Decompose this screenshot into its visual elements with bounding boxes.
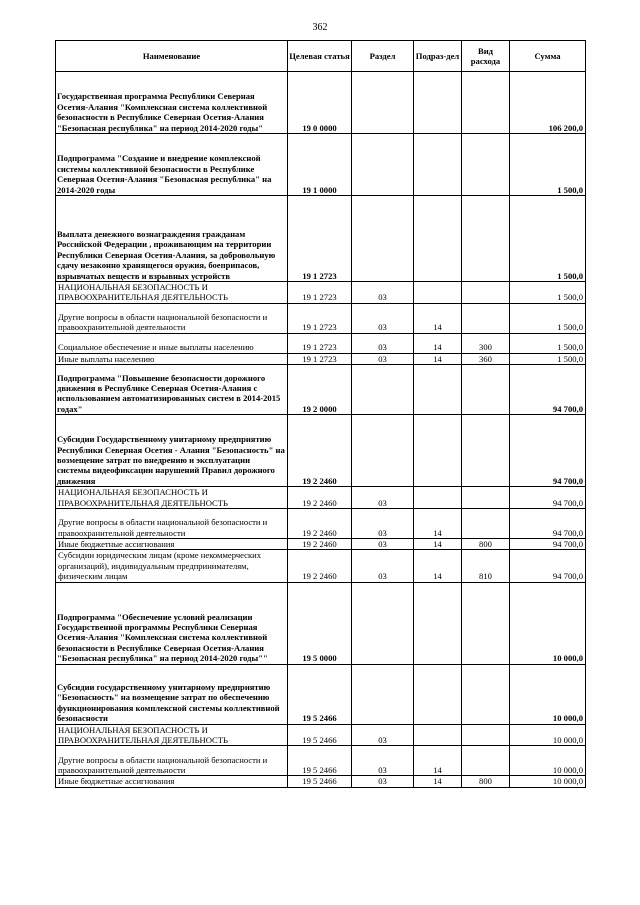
cell-name: Другие вопросы в области национальной безопасности и правоохранительной деятельности xyxy=(56,303,288,333)
cell-name: Субсидии Государственному унитарному предприятию Республики Северная Осетия - Алания "Безопасность" на возмещение затрат по внедрению и эксплуатации системы видеофиксации нарушений Правил дорожного движения xyxy=(56,415,288,487)
cell-subsection: 14 xyxy=(414,550,462,582)
cell-name: Иные выплаты населению xyxy=(56,353,288,364)
table-row xyxy=(56,134,586,196)
cell-subsection: 14 xyxy=(414,776,462,787)
cell-amount: 1 500,0 xyxy=(510,196,586,282)
cell-subsection: 14 xyxy=(414,746,462,776)
cell-subsection: 14 xyxy=(414,333,462,353)
cell-article: 19 1 2723 xyxy=(288,196,352,282)
cell-section xyxy=(352,72,414,134)
cell-section: 03 xyxy=(352,282,414,304)
cell-section xyxy=(352,415,414,487)
header-article: Целевая статья xyxy=(288,41,352,72)
cell-amount: 94 700,0 xyxy=(510,509,586,539)
cell-section: 03 xyxy=(352,509,414,539)
cell-expense-type xyxy=(462,724,510,746)
cell-expense-type xyxy=(462,664,510,724)
cell-subsection xyxy=(414,415,462,487)
cell-subsection xyxy=(414,365,462,415)
cell-article: 19 5 2466 xyxy=(288,776,352,787)
cell-article: 19 1 0000 xyxy=(288,134,352,196)
header-section: Раздел xyxy=(352,41,414,72)
cell-amount: 94 700,0 xyxy=(510,539,586,550)
table-row xyxy=(56,487,586,509)
cell-expense-type xyxy=(462,487,510,509)
header-name: Наименование xyxy=(56,41,288,72)
cell-article: 19 5 2466 xyxy=(288,724,352,746)
table-row xyxy=(56,353,586,364)
table-body xyxy=(56,72,586,788)
cell-name: Другие вопросы в области национальной безопасности и правоохранительной деятельности xyxy=(56,746,288,776)
cell-section: 03 xyxy=(352,746,414,776)
cell-amount: 94 700,0 xyxy=(510,415,586,487)
cell-article: 19 5 2466 xyxy=(288,664,352,724)
budget-table xyxy=(55,40,586,788)
cell-expense-type: 300 xyxy=(462,333,510,353)
cell-section: 03 xyxy=(352,353,414,364)
cell-subsection xyxy=(414,134,462,196)
cell-section xyxy=(352,365,414,415)
cell-article: 19 1 2723 xyxy=(288,333,352,353)
cell-article: 19 2 2460 xyxy=(288,550,352,582)
cell-name: Субсидии юридическим лицам (кроме некоммерческих организаций), индивидуальным предпринимателям, физическим лицам xyxy=(56,550,288,582)
cell-subsection: 14 xyxy=(414,509,462,539)
cell-amount: 1 500,0 xyxy=(510,353,586,364)
table-row xyxy=(56,664,586,724)
cell-section xyxy=(352,582,414,664)
cell-name: НАЦИОНАЛЬНАЯ БЕЗОПАСНОСТЬ И ПРАВООХРАНИТЕЛЬНАЯ ДЕЯТЕЛЬНОСТЬ xyxy=(56,487,288,509)
cell-subsection xyxy=(414,196,462,282)
cell-name: Подпрограмма "Создание и внедрение комплексной системы коллективной безопасности в Республике Северная Осетия-Алания "Безопасная республика" на 2014-2020 годы xyxy=(56,134,288,196)
table-header-row xyxy=(56,41,586,72)
cell-subsection: 14 xyxy=(414,539,462,550)
cell-expense-type xyxy=(462,746,510,776)
cell-subsection xyxy=(414,72,462,134)
cell-subsection xyxy=(414,664,462,724)
cell-section: 03 xyxy=(352,539,414,550)
cell-expense-type xyxy=(462,282,510,304)
cell-subsection xyxy=(414,582,462,664)
cell-name: Иные бюджетные ассигнования xyxy=(56,539,288,550)
cell-name: НАЦИОНАЛЬНАЯ БЕЗОПАСНОСТЬ И ПРАВООХРАНИТЕЛЬНАЯ ДЕЯТЕЛЬНОСТЬ xyxy=(56,282,288,304)
cell-amount: 1 500,0 xyxy=(510,333,586,353)
cell-name: Государственная программа Республики Северная Осетия-Алания "Комплексная система коллективной безопасности в Республике Северная Осетия-Алания "Безопасная республика" на период 2014-2020 годы" xyxy=(56,72,288,134)
cell-amount: 10 000,0 xyxy=(510,664,586,724)
table-row xyxy=(56,746,586,776)
cell-section: 03 xyxy=(352,333,414,353)
cell-article: 19 1 2723 xyxy=(288,282,352,304)
cell-expense-type xyxy=(462,509,510,539)
cell-article: 19 2 2460 xyxy=(288,509,352,539)
cell-expense-type xyxy=(462,365,510,415)
cell-name: Другие вопросы в области национальной безопасности и правоохранительной деятельности xyxy=(56,509,288,539)
table-row xyxy=(56,196,586,282)
table-row xyxy=(56,550,586,582)
cell-expense-type xyxy=(462,582,510,664)
cell-amount: 94 700,0 xyxy=(510,365,586,415)
table-row xyxy=(56,333,586,353)
cell-article: 19 0 0000 xyxy=(288,72,352,134)
cell-amount: 10 000,0 xyxy=(510,776,586,787)
cell-name: Подпрограмма "Обеспечение условий реализации Государственной программы Республики Северная Осетия-Алания "Комплексная система коллективной безопасности в Республике Северная Осетия-Алания "Безопасная республика" на период 2014-2020 годы"" xyxy=(56,582,288,664)
header-subsection: Подраз-дел xyxy=(414,41,462,72)
cell-article: 19 5 0000 xyxy=(288,582,352,664)
cell-amount: 10 000,0 xyxy=(510,724,586,746)
cell-section: 03 xyxy=(352,487,414,509)
cell-article: 19 2 0000 xyxy=(288,365,352,415)
cell-name: Подпрограмма "Повышение безопасности дорожного движения в Республике Северная Осетия-Алания с использованием автоматизированных систем в 2014-2015 годах" xyxy=(56,365,288,415)
cell-article: 19 5 2466 xyxy=(288,746,352,776)
cell-name: Социальное обеспечение и иные выплаты населению xyxy=(56,333,288,353)
cell-expense-type: 800 xyxy=(462,776,510,787)
cell-name: Иные бюджетные ассигнования xyxy=(56,776,288,787)
cell-article: 19 1 2723 xyxy=(288,353,352,364)
table-row xyxy=(56,282,586,304)
cell-expense-type: 810 xyxy=(462,550,510,582)
table-row xyxy=(56,509,586,539)
table-row xyxy=(56,582,586,664)
page-number: 362 xyxy=(312,22,328,33)
cell-subsection: 14 xyxy=(414,303,462,333)
cell-amount: 1 500,0 xyxy=(510,303,586,333)
table-row xyxy=(56,72,586,134)
cell-amount: 94 700,0 xyxy=(510,550,586,582)
cell-section xyxy=(352,196,414,282)
table-row xyxy=(56,539,586,550)
cell-section xyxy=(352,664,414,724)
table-row xyxy=(56,365,586,415)
cell-subsection: 14 xyxy=(414,353,462,364)
cell-expense-type xyxy=(462,72,510,134)
cell-section xyxy=(352,134,414,196)
cell-name: НАЦИОНАЛЬНАЯ БЕЗОПАСНОСТЬ И ПРАВООХРАНИТЕЛЬНАЯ ДЕЯТЕЛЬНОСТЬ xyxy=(56,724,288,746)
header-amount: Сумма xyxy=(510,41,586,72)
cell-amount: 1 500,0 xyxy=(510,134,586,196)
cell-amount: 10 000,0 xyxy=(510,746,586,776)
cell-section: 03 xyxy=(352,550,414,582)
cell-subsection xyxy=(414,724,462,746)
cell-section: 03 xyxy=(352,724,414,746)
cell-amount: 1 500,0 xyxy=(510,282,586,304)
cell-article: 19 2 2460 xyxy=(288,487,352,509)
cell-expense-type xyxy=(462,303,510,333)
cell-expense-type xyxy=(462,134,510,196)
cell-expense-type: 800 xyxy=(462,539,510,550)
cell-name: Выплата денежного вознаграждения гражданам Российской Федерации , проживающим на территории Республики Северная Осетия-Алания, за добровольную сдачу незаконно хранящегося оружия, боеприпасов, взрывчатых веществ и взрывных устройств xyxy=(56,196,288,282)
header-expense-type: Вид расхода xyxy=(462,41,510,72)
cell-section: 03 xyxy=(352,776,414,787)
table-row xyxy=(56,724,586,746)
table-row xyxy=(56,776,586,787)
cell-article: 19 1 2723 xyxy=(288,303,352,333)
cell-subsection xyxy=(414,487,462,509)
table-row xyxy=(56,303,586,333)
cell-amount: 94 700,0 xyxy=(510,487,586,509)
cell-expense-type xyxy=(462,415,510,487)
cell-amount: 10 000,0 xyxy=(510,582,586,664)
cell-expense-type xyxy=(462,196,510,282)
cell-article: 19 2 2460 xyxy=(288,539,352,550)
cell-article: 19 2 2460 xyxy=(288,415,352,487)
cell-subsection xyxy=(414,282,462,304)
cell-amount: 106 200,0 xyxy=(510,72,586,134)
cell-name: Субсидии государственному унитарному предприятию "Безопасность" на возмещение затрат по обеспечению функционирования комплексной системы коллективной безопасности xyxy=(56,664,288,724)
cell-expense-type: 360 xyxy=(462,353,510,364)
table-row xyxy=(56,415,586,487)
cell-section: 03 xyxy=(352,303,414,333)
